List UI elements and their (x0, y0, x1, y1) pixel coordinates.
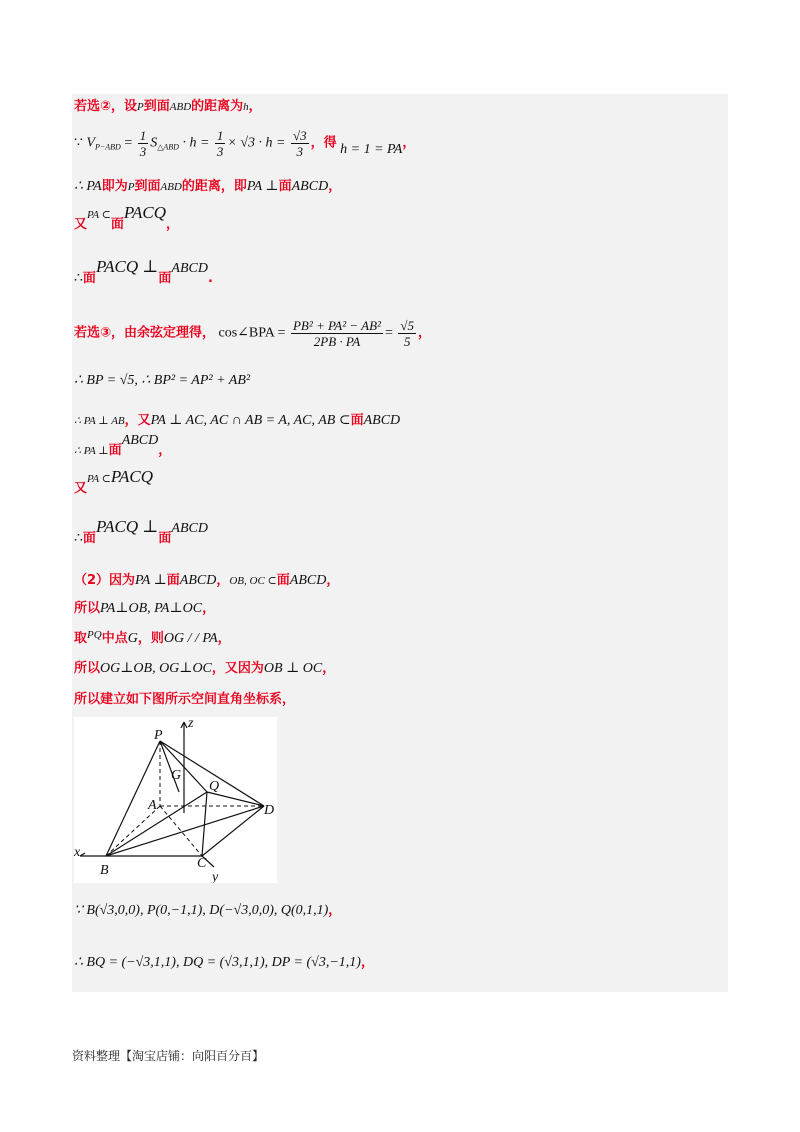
label-g: G (171, 768, 182, 783)
label-a: A (148, 798, 157, 813)
math-subscript: △ABD (157, 142, 179, 152)
math: ∵ B(√3,0,0), P(0,−1,1), D(−√3,0,0), Q(0,1,1) (74, 903, 329, 918)
line-vectors (74, 954, 374, 972)
label-d: D (264, 803, 275, 818)
fraction: $\frac{1}{3}$ (216, 128, 224, 159)
text: ， (166, 217, 180, 232)
math: ABCD (171, 521, 208, 536)
fraction: $\frac{√5}{5}$ (400, 318, 415, 349)
text: 面 (82, 271, 96, 286)
text: （2）因为 (74, 573, 136, 588)
math: ABD (160, 181, 182, 193)
math: OB, OC ⊂ (229, 575, 277, 587)
text: 面 (108, 443, 122, 458)
pyramid-diagram (74, 717, 277, 883)
text: ， (418, 325, 432, 341)
text: ， (328, 903, 342, 918)
line-coordinate-system (74, 691, 295, 709)
text: ， (216, 573, 230, 588)
label-p: P (154, 728, 163, 743)
text: 面 (110, 217, 124, 232)
math: PACQ (110, 467, 154, 486)
label-b: B (100, 863, 109, 878)
math: V (86, 135, 95, 151)
text: 面 (276, 573, 290, 588)
label-x: x (74, 845, 81, 860)
line-pa-perp-ab (74, 412, 400, 430)
math: ∵ (74, 135, 83, 151)
text: 到面 (143, 99, 170, 114)
fraction: $\frac{1}{3}$ (139, 128, 147, 159)
math: ABCD (171, 261, 208, 276)
math: ∴ PA ⊥ AB (74, 415, 125, 427)
text: 若选②，设 (74, 99, 138, 114)
text: 所以 (74, 661, 101, 676)
math: cos∠BPA = (218, 325, 286, 341)
math: ∴ (74, 271, 83, 286)
math: ABCD (121, 433, 159, 448)
text: 面 (350, 413, 364, 428)
text: ， (402, 135, 416, 151)
line-plane-perp-1 (74, 257, 213, 288)
text: ， (328, 179, 342, 194)
math: ∴ (74, 531, 83, 546)
text: ， (158, 443, 172, 458)
math: PA⊥OB, PA⊥OC (100, 601, 203, 616)
math: ∴ BQ = (−√3,1,1), DQ = (√3,1,1), DP = (√3,−1,1) (74, 955, 361, 970)
text: 取 (74, 631, 88, 646)
text: ，则 (137, 631, 164, 646)
text: ，得 (310, 135, 337, 151)
label-z: z (188, 717, 194, 731)
line-choose-3 (74, 318, 431, 349)
math: PA ⊥ (135, 573, 167, 588)
math: PA ⊥ AC, AC ∩ AB = A, AC, AB ⊂ (150, 413, 351, 428)
math: G (127, 631, 138, 646)
math: PA ⊥ (246, 179, 279, 194)
text: 所以建立如下图所示空间直角坐标系， (74, 692, 296, 707)
label-y: y (212, 870, 219, 883)
text: ，又 (124, 413, 151, 428)
text: 的距离为 (191, 99, 244, 114)
text: 的距离，即 (181, 179, 247, 194)
math: PACQ (123, 203, 167, 222)
text: 若选③，由余弦定理得， (74, 325, 216, 341)
math: OG / / PA (163, 631, 218, 646)
text: 面 (166, 573, 180, 588)
line-part2-because (74, 572, 339, 590)
math: = (124, 135, 133, 151)
math: ABCD (363, 413, 401, 428)
line-pa-subset-2 (74, 467, 154, 498)
line-pa-perp-plane (74, 433, 172, 460)
math: PA ⊂ (87, 473, 111, 485)
text: 所以 (74, 601, 101, 616)
math: × √3 · h = (227, 135, 286, 151)
math: ∴ BP = √5, ∴ BP² = AP² + AB² (74, 373, 251, 388)
text: ， (322, 661, 336, 676)
text: . (207, 271, 213, 286)
line-og-perp (74, 660, 335, 678)
math: ABD (169, 101, 192, 113)
line-pa-perp-ob-oc (74, 600, 215, 618)
math: · h = (182, 135, 210, 151)
line-pa-subset (74, 203, 180, 234)
line-pa-distance (74, 178, 341, 196)
math: h (243, 101, 249, 113)
text: 面 (82, 531, 96, 546)
text: 到面 (134, 179, 161, 194)
text: 又 (74, 217, 88, 232)
math: P (137, 101, 144, 113)
text: ， (326, 573, 340, 588)
line-volume-formula (74, 128, 415, 159)
footer-source: 资料整理【淘宝店铺：向阳百分百】 (72, 1049, 265, 1063)
math: P (127, 181, 135, 193)
math: OB ⊥ OC (263, 661, 323, 676)
math: PQ (87, 629, 102, 641)
math: OG⊥OB, OG⊥OC (100, 661, 212, 676)
text: 即为 (101, 179, 128, 194)
fraction: $\frac{√3}{3}$ (292, 128, 307, 159)
line-midpoint-g (74, 630, 231, 648)
math: ∴ PA (74, 179, 102, 194)
text: 面 (158, 531, 172, 546)
text: 面 (158, 271, 172, 286)
math: ∴ PA ⊥ (74, 445, 109, 457)
label-q: Q (209, 779, 220, 794)
text: 面 (278, 179, 292, 194)
math: S (150, 135, 158, 151)
geometry-figure (74, 717, 277, 883)
math: ABCD (291, 179, 329, 194)
line-coordinates (74, 902, 341, 920)
text: ， (217, 631, 231, 646)
math: PACQ ⊥ (95, 257, 159, 276)
math: ABCD (289, 573, 327, 588)
text: ， (248, 99, 262, 114)
math: h = 1 = PA (340, 141, 403, 157)
line-bp (74, 372, 250, 390)
line-plane-perp-2 (74, 517, 208, 548)
text: ， (202, 601, 216, 616)
label-c: C (197, 856, 207, 871)
math: ABCD (179, 573, 217, 588)
fraction: $\frac{\text{PB² + PA² − AB²}}{2PB \cdot PA}$ (292, 318, 381, 349)
text: ，又因为 (211, 661, 264, 676)
math-subscript: P−ABD (94, 142, 121, 152)
line-choose-2 (74, 98, 262, 116)
math: PA ⊂ (87, 209, 111, 221)
text: ， (360, 955, 374, 970)
math: PACQ ⊥ (95, 517, 159, 536)
text: 中点 (101, 631, 128, 646)
math: = (384, 325, 393, 341)
text: 又 (74, 481, 88, 496)
